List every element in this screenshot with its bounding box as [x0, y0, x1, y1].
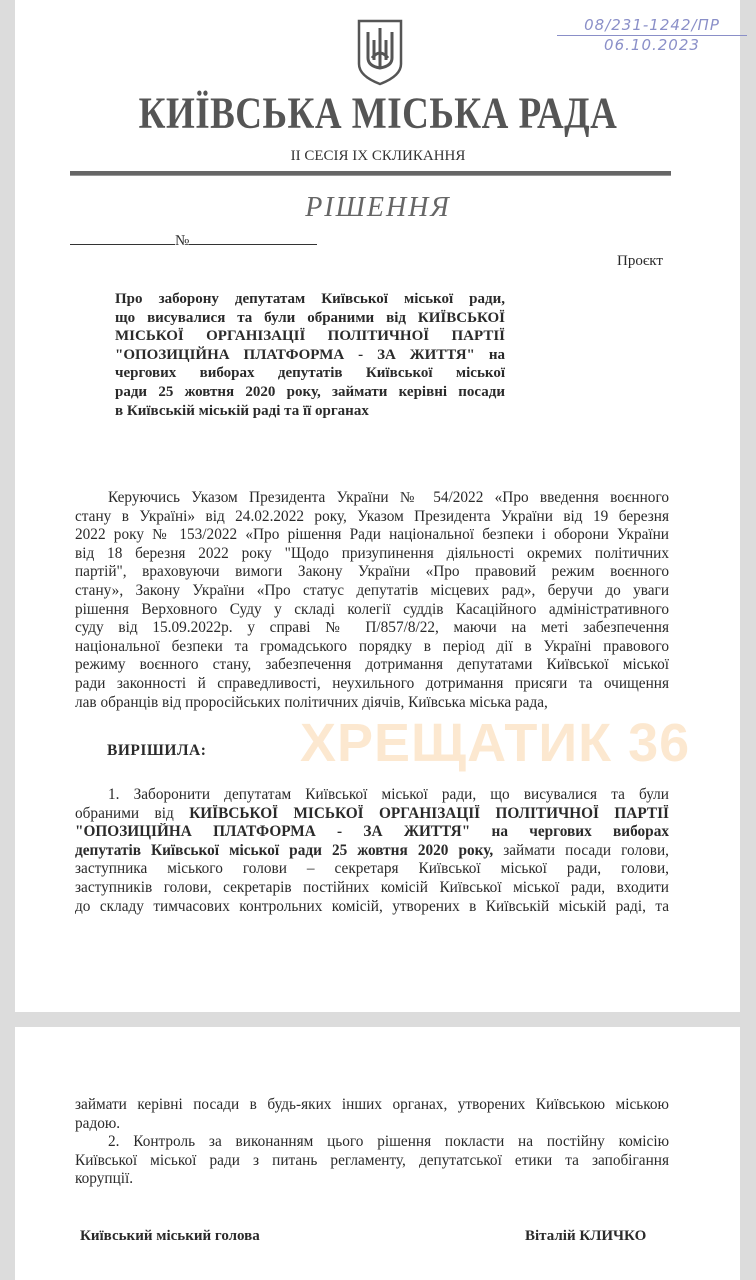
text-line: від 18 березня 2022 року "Щодо призупинення діяльності окремих політичних — [75, 544, 669, 562]
signatory-title: Київський міський голова — [80, 1228, 260, 1244]
text-line: Київської міської ради з питань регламенту, депутатської етики та запобігання — [75, 1151, 669, 1169]
text-line — [75, 842, 669, 861]
text-segment: КИЇВСЬКОЇ МІСЬКОЇ ОРГАНІЗАЦІЇ ПОЛІТИЧНОЇ ПАРТІЇ — [189, 804, 669, 822]
text-line: в Київській міській раді та її органах — [115, 402, 369, 419]
decision-item-1 — [75, 786, 669, 916]
text-segment: заступників голови, секретарів постійних комісій Київської міської ради, входити — [75, 878, 669, 896]
document-type: РІШЕННЯ — [305, 192, 451, 223]
text-line — [75, 879, 669, 898]
text-line: лав обранців від проросійських політичних діячів, Київська міська рада, — [75, 693, 548, 711]
watermark: ХРЕЩАТИК 36 — [300, 713, 691, 773]
text-line: займати керівні посади в будь-яких інших органах, утворених Київською міською — [75, 1096, 669, 1113]
text-line: "ОПОЗИЦІЙНА ПЛАТФОРМА - ЗА ЖИТТЯ" на — [115, 346, 505, 363]
text-segment: до складу тимчасових контрольних комісій, утворених в Київській міській раді, та — [75, 897, 669, 915]
preamble-paragraph — [75, 489, 669, 712]
text-line — [75, 823, 669, 842]
text-line: радою. — [75, 1114, 121, 1132]
text-line: 2022 року № 153/2022 «Про рішення Ради національної безпеки і оборони України — [75, 526, 669, 544]
stamp-number: 08/231-1242/ПР — [557, 16, 747, 36]
organization-name: КИЇВСЬКА МІСЬКА РАДА — [138, 88, 618, 139]
text-line: ради 25 жовтня 2020 року, займати керівні посади — [115, 383, 505, 400]
decided-heading: ВИРІШИЛА: — [107, 742, 207, 759]
document-number-field — [70, 230, 317, 250]
coat-of-arms-icon — [356, 18, 404, 91]
text-line — [75, 898, 669, 917]
text-line: МІСЬКОЇ ОРГАНІЗАЦІЇ ПОЛІТИЧНОЇ ПАРТІЇ — [115, 328, 505, 345]
text-line: рішення Верховного Суду у складі колегії суддів Касаційного адміністративного — [75, 600, 669, 618]
text-line: суду від 15.09.2022р. у справі № П/857/8/22, маючи на меті забезпечення — [75, 619, 669, 637]
stamp-date: 06.10.2023 — [604, 36, 700, 54]
draft-status: Проєкт — [617, 253, 663, 269]
number-sign: № — [175, 233, 190, 249]
text-line: партій", враховуючи вимоги Закону України «Про правовий режим воєнного — [75, 563, 669, 581]
text-line: 2. Контроль за виконанням цього рішення покласти на постійну комісію — [108, 1133, 669, 1151]
text-line: стану», Закону України «Про статус депутатів місцевих рад», беручи до уваги — [75, 581, 669, 599]
text-segment: обраними від — [75, 804, 190, 822]
text-line: корупції. — [75, 1170, 134, 1188]
text-line: стану в Україні» від 24.02.2022 року, Указом Президента України від 19 березня — [75, 507, 669, 525]
text-segment: 1. Заборонити депутатам Київської міської ради, що висувалися та були — [108, 786, 669, 803]
page-2-text — [75, 1096, 669, 1189]
text-line: що висувалися та були обраними від КИЇВСЬКОЇ — [115, 309, 505, 326]
text-line: Про заборону депутатам Київської міської ради, — [115, 291, 505, 307]
text-line: режиму воєнного стану, забезпечення дотримання депутатами Київської міської — [75, 656, 669, 674]
text-line — [75, 786, 669, 805]
text-segment: "ОПОЗИЦІЙНА ПЛАТФОРМА - ЗА ЖИТТЯ" на чергових виборах — [75, 823, 669, 841]
signatory-name: Віталій КЛИЧКО — [525, 1228, 647, 1244]
text-line: Керуючись Указом Президента України № 54/2022 «Про введення воєнного — [108, 489, 669, 506]
decision-subject — [115, 290, 505, 420]
text-line: чергових виборах депутатів Київської міської — [115, 365, 505, 382]
text-line: національної безпеки та громадського порядку в період дії в Україні правового — [75, 637, 669, 655]
text-line — [75, 860, 669, 879]
text-line: ради законності й справедливості, неухильного дотримання присяги та очищення — [75, 674, 669, 692]
header-divider — [70, 171, 671, 176]
text-segment: займати посади голови, — [493, 841, 669, 859]
text-line — [75, 805, 669, 824]
text-segment: заступника міського голови – секретаря Київської міської ради, голови, — [75, 860, 669, 878]
session-label: II СЕСІЯ IX СКЛИКАННЯ — [290, 148, 466, 164]
text-segment: депутатів Київської міської ради 25 жовтня 2020 року, — [75, 841, 494, 859]
registration-stamp — [557, 16, 747, 55]
